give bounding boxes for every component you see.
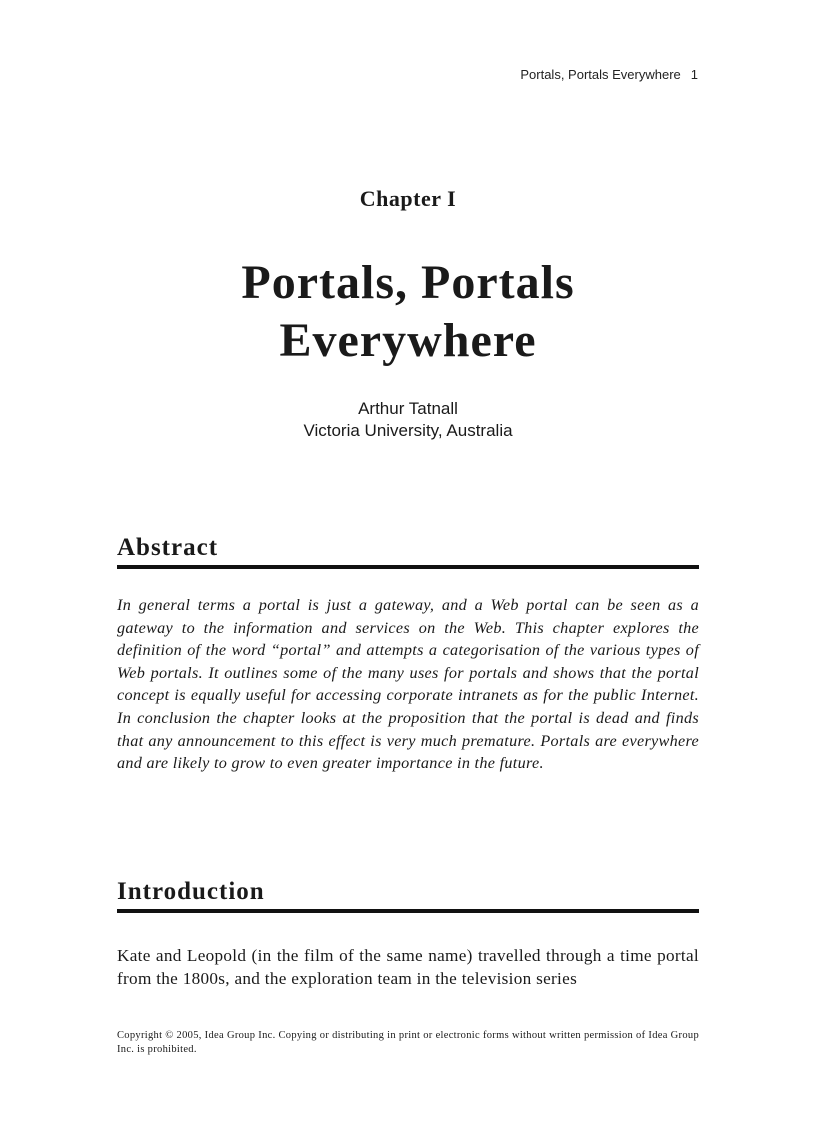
abstract-text: In general terms a portal is just a gateway, and a Web portal can be seen as a gateway to the information and services on the Web. This chapter explores the definition of the word “portal” and attempts a categorisation of the various types of Web portals. It outlines some of the many uses for portals and shows that the portal concept is equally useful for accessing corporate intranets as for the public Internet. In conclusion the chapter looks at the proposition that the portal is dead and finds that any announcement to this effect is very much premature. Portals are everywhere and are likely to grow to even greater importance in the future. [117, 596, 699, 773]
page-number: 1 [690, 67, 698, 82]
abstract-rule [117, 565, 699, 569]
author-affiliation: Victoria University, Australia [303, 421, 513, 440]
abstract-heading: Abstract [117, 534, 219, 561]
chapter-label: Chapter I [359, 186, 457, 211]
chapter-title-line-1: Portals, Portals [241, 256, 575, 309]
introduction-rule [117, 909, 699, 913]
introduction-heading: Introduction [117, 878, 265, 905]
author-block [0, 398, 816, 442]
chapter-title [0, 254, 816, 370]
author-name: Arthur Tatnall [358, 399, 458, 418]
introduction-text: Kate and Leopold (in the film of the same name) travelled through a time portal from the 1800s, and the exploration team in the television series [117, 946, 699, 988]
running-header [0, 67, 698, 82]
chapter-title-line-2: Everywhere [279, 314, 537, 367]
running-header-title: Portals, Portals Everywhere [520, 67, 681, 82]
copyright-notice: Copyright © 2005, Idea Group Inc. Copying or distributing in print or electronic forms without written permission of Idea Group Inc. is prohibited. [117, 1030, 699, 1055]
